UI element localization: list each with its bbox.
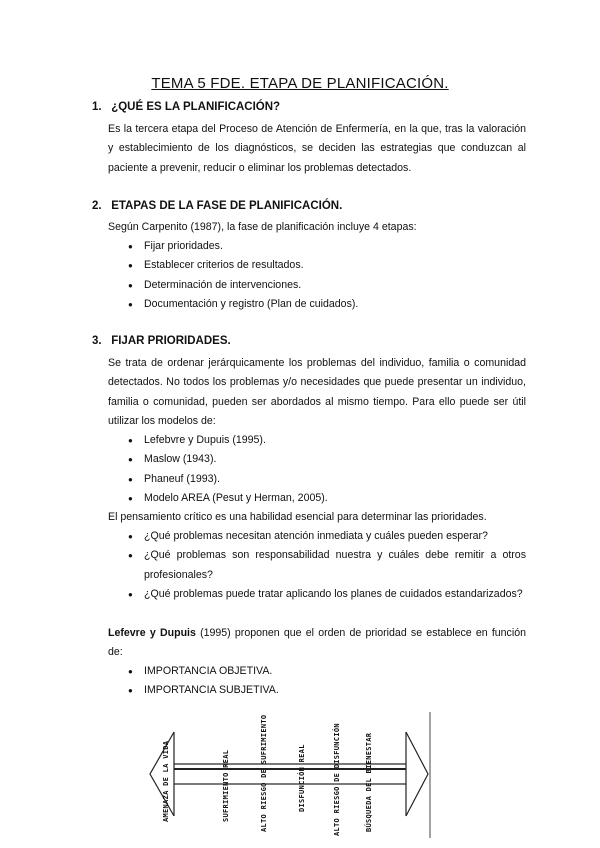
- section-3-number: 3.: [92, 335, 102, 347]
- list-item: ● ¿Qué problemas puede tratar aplicando los planes de cuidados estandarizados?: [128, 585, 526, 604]
- list-item: ● IMPORTANCIA SUBJETIVA.: [128, 681, 526, 700]
- questions-list: [128, 527, 526, 604]
- section-2-heading: [92, 200, 342, 212]
- lefevre-paragraph: [108, 624, 526, 663]
- list-item: ● ¿Qué problemas son responsabilidad nuestra y cuáles debe remitir a otros profesionales?: [128, 546, 526, 585]
- stages-list: [128, 237, 526, 314]
- label-amenaza-vida: AMENAZA DE LA VIDA: [162, 740, 170, 822]
- section-2-number: 2.: [92, 200, 102, 212]
- list-item: ● IMPORTANCIA OBJETIVA.: [128, 662, 526, 681]
- section-1-paragraph: Es la tercera etapa del Proceso de Atención de Enfermería, en la que, tras la valoración y establecimiento de los diagnósticos, se deciden las estrategias que conduzcan al paciente a prevenir, reducir o eliminar los problemas detectados.: [108, 123, 526, 174]
- importance-list: [128, 662, 526, 701]
- label-riesgo-disfuncion: ALTO RIESGO DE DISFUNCIÓN: [333, 723, 341, 836]
- page-title: TEMA 5 FDE. ETAPA DE PLANIFICACIÓN.: [151, 75, 449, 92]
- priority-continuum-figure: [148, 712, 432, 838]
- lefevre-text: (1995) proponen que el orden de prioridad se establece en función de:: [108, 627, 526, 659]
- list-item: ● Documentación y registro (Plan de cuidados).: [128, 295, 526, 314]
- label-sufrimiento-real: SUFRIMIENTO REAL: [222, 749, 230, 822]
- right-arrowhead: [406, 732, 428, 816]
- double-arrow-diagram: [148, 712, 432, 838]
- section-2-intro: Según Carpenito (1987), la fase de planificación incluye 4 etapas:: [108, 221, 417, 233]
- list-item: ● Establecer criterios de resultados.: [128, 256, 526, 275]
- label-riesgo-sufrimiento: ALTO RIESGO DE SUFRIMIENTO: [260, 714, 268, 832]
- lefevre-authors: Lefevre y Dupuis: [108, 627, 196, 639]
- critical-thinking-text: El pensamiento crítico es una habilidad esencial para determinar las prioridades.: [108, 511, 487, 523]
- list-item: ● ¿Qué problemas necesitan atención inmediata y cuáles pueden esperar?: [128, 527, 526, 546]
- list-item: ● Determinación de intervenciones.: [128, 276, 526, 295]
- section-1-number: 1.: [92, 101, 102, 113]
- section-1-title: ¿QUÉ ES LA PLANIFICACIÓN?: [111, 101, 281, 113]
- list-item: ● Fijar prioridades.: [128, 237, 526, 256]
- list-item: ● Modelo AREA (Pesut y Herman, 2005).: [128, 489, 526, 508]
- section-3-paragraph: Se trata de ordenar jerárquicamente los problemas del individuo, familia o comunidad detectados. No todos los problemas y/o necesidades que puede presentar un individuo, familia o comunidad, pueden ser abordados al mismo tiempo. Para ello puede ser útil utilizar los modelos de:: [108, 357, 526, 427]
- label-disfuncion-real: DISFUNCIÓN REAL: [298, 744, 306, 812]
- section-2-title: ETAPAS DE LA FASE DE PLANIFICACIÓN.: [111, 200, 343, 212]
- models-list: [128, 431, 526, 508]
- list-item: ● Maslow (1943).: [128, 450, 526, 469]
- list-item: ● Phaneuf (1993).: [128, 470, 526, 489]
- label-busqueda-bienestar: BÚSQUEDA DEL BIENESTAR: [365, 732, 373, 832]
- section-1-heading: [92, 101, 280, 113]
- list-item: ● Lefebvre y Dupuis (1995).: [128, 431, 526, 450]
- section-3-heading: [92, 335, 231, 347]
- section-3-title: FIJAR PRIORIDADES.: [111, 335, 231, 347]
